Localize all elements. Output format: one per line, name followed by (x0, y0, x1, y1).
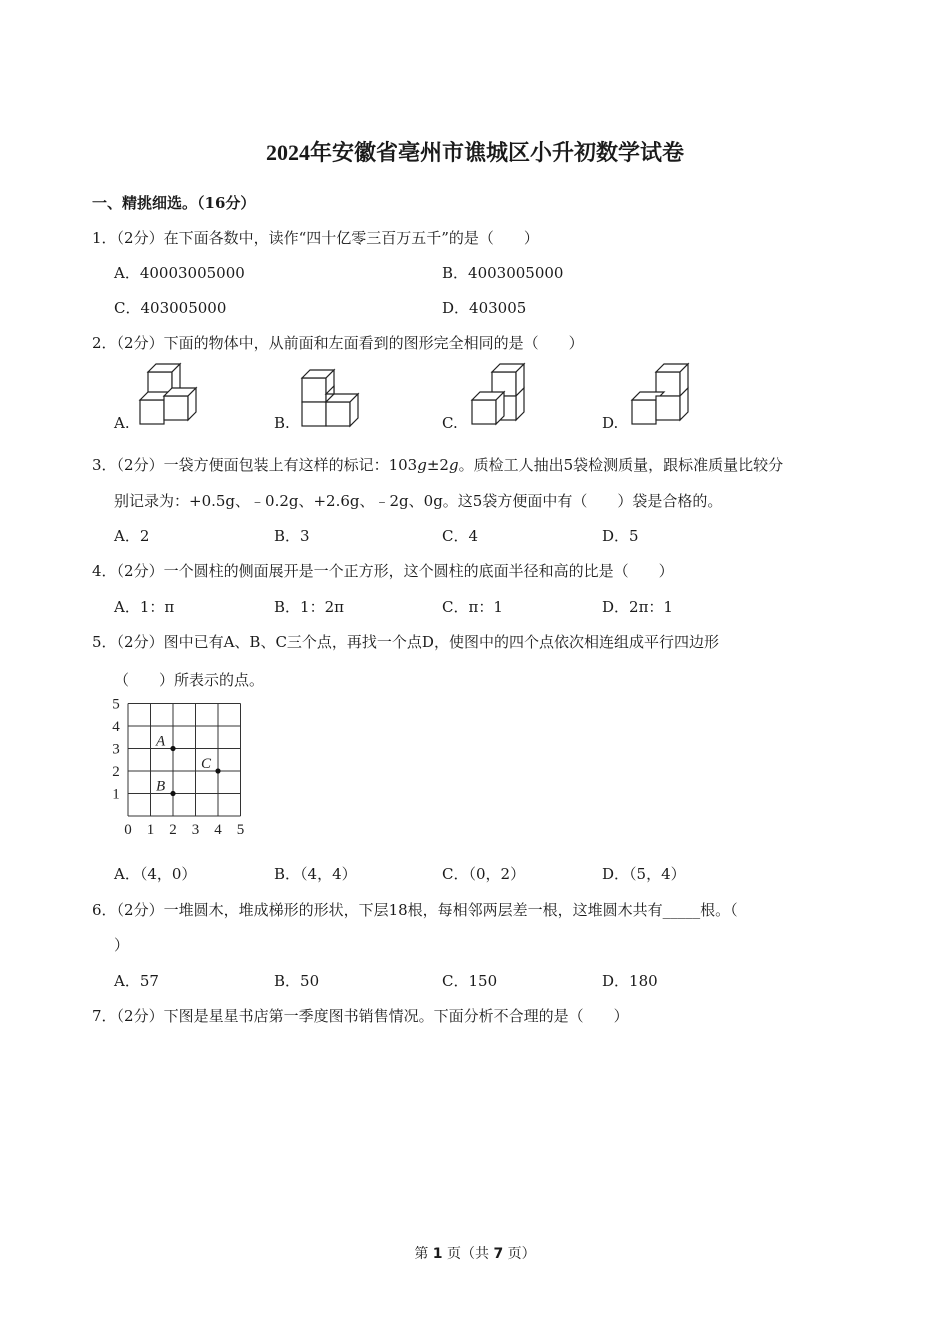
cube-figure-d (626, 362, 694, 428)
question-5-option-c[interactable]: C．（0，2） (442, 865, 526, 883)
question-5-line-1: 5．（2分）图中已有A、B、C三个点，再找一个点D，使图中的四个点依次相连组成平行四边形 (92, 633, 719, 651)
question-1-text: 1．（2分）在下面各数中，读作“四十亿零三百万五千”的是（ ） (92, 229, 539, 247)
y-axis-tick-label: 1 (112, 786, 120, 803)
y-axis-tick-label: 3 (112, 741, 120, 758)
cube-figure-a (138, 362, 206, 428)
question-5-option-d[interactable]: D．（5，4） (602, 865, 686, 883)
question-3-line-1: 3．（2分）一袋方便面包装上有这样的标记：103g±2g。质检工人抽出5袋检测质量，跟标准质量比较分 (92, 456, 784, 474)
question-1-option-b[interactable]: B．4003005000 (442, 264, 564, 282)
question-6-option-a[interactable]: A．57 (114, 972, 159, 990)
question-5-line-2: （ ）所表示的点。 (114, 671, 265, 689)
x-axis-tick-label: 2 (169, 822, 177, 838)
question-3-option-a[interactable]: A．2 (114, 527, 150, 545)
point-label-b: B (156, 778, 166, 795)
question-3-option-b[interactable]: B．3 (274, 527, 310, 545)
point-a (170, 746, 175, 751)
page-title: 2024年安徽省亳州市谯城区小升初数学试卷 (265, 140, 684, 165)
question-1-option-c[interactable]: C．403005000 (114, 299, 227, 317)
page-footer: 第 1 页（共 7 页） (414, 1246, 536, 1262)
question-4-text: 4．（2分）一个圆柱的侧面展开是一个正方形，这个圆柱的底面半径和高的比是（ ） (92, 562, 674, 580)
question-5-option-a[interactable]: A．（4，0） (114, 865, 197, 883)
question-7-text: 7．（2分）下图是星星书店第一季度图书销售情况。下面分析不合理的是（ ） (92, 1007, 629, 1025)
cube-figure-c (466, 362, 530, 428)
x-axis-tick-label: 1 (146, 822, 155, 838)
point-label-c: C (201, 756, 212, 772)
x-axis-tick-label: 0 (124, 822, 132, 838)
question-2-text: 2．（2分）下面的物体中，从前面和左面看到的图形完全相同的是（ ） (92, 334, 584, 352)
question-2-option-b[interactable]: B. (274, 414, 290, 432)
question-6-line-2: ） (114, 936, 130, 954)
x-axis-tick-label: 5 (236, 822, 245, 838)
question-4-option-d[interactable]: D．2π：1 (602, 598, 673, 616)
question-2-option-a[interactable]: A. (114, 414, 130, 432)
x-axis-tick-label: 3 (191, 822, 200, 838)
question-6-line-1: 6．（2分）一堆圆木，堆成梯形的形状，下层18根，每相邻两层差一根，这堆圆木共有_____根。（ (92, 901, 738, 919)
question-5-option-b[interactable]: B．（4，4） (274, 865, 357, 883)
question-6-option-b[interactable]: B．50 (274, 972, 320, 990)
question-2-option-d[interactable]: D. (602, 414, 619, 432)
cube-figure-b (296, 368, 360, 428)
y-axis-tick-label: 4 (112, 719, 120, 735)
question-4-option-b[interactable]: B．1：2π (274, 598, 344, 616)
question-4-option-a[interactable]: A．1：π (114, 598, 175, 616)
point-b (170, 791, 175, 796)
y-axis-tick-label: 5 (112, 696, 120, 713)
question-1-option-d[interactable]: D．403005 (442, 299, 527, 317)
y-axis-tick-label: 2 (112, 764, 120, 780)
point-c (215, 768, 220, 773)
question-6-option-c[interactable]: C．150 (442, 972, 498, 990)
question-3-line-2: 别记录为：+0.5g、﹣0.2g、+2.6g、﹣2g、0g。这5袋方便面中有（ ）袋是合格的。 (114, 492, 723, 510)
question-1-option-a[interactable]: A．40003005000 (114, 264, 245, 282)
coordinate-grid (106, 696, 250, 838)
question-3-option-d[interactable]: D．5 (602, 527, 639, 545)
section-heading: 一、精挑细选。（16分） (92, 194, 256, 212)
point-label-a: A (156, 733, 166, 750)
question-6-option-d[interactable]: D．180 (602, 972, 658, 990)
question-3-option-c[interactable]: C．4 (442, 527, 479, 545)
question-4-option-c[interactable]: C．π：1 (442, 598, 503, 616)
question-2-option-c[interactable]: C. (442, 414, 458, 432)
x-axis-tick-label: 4 (214, 822, 222, 838)
